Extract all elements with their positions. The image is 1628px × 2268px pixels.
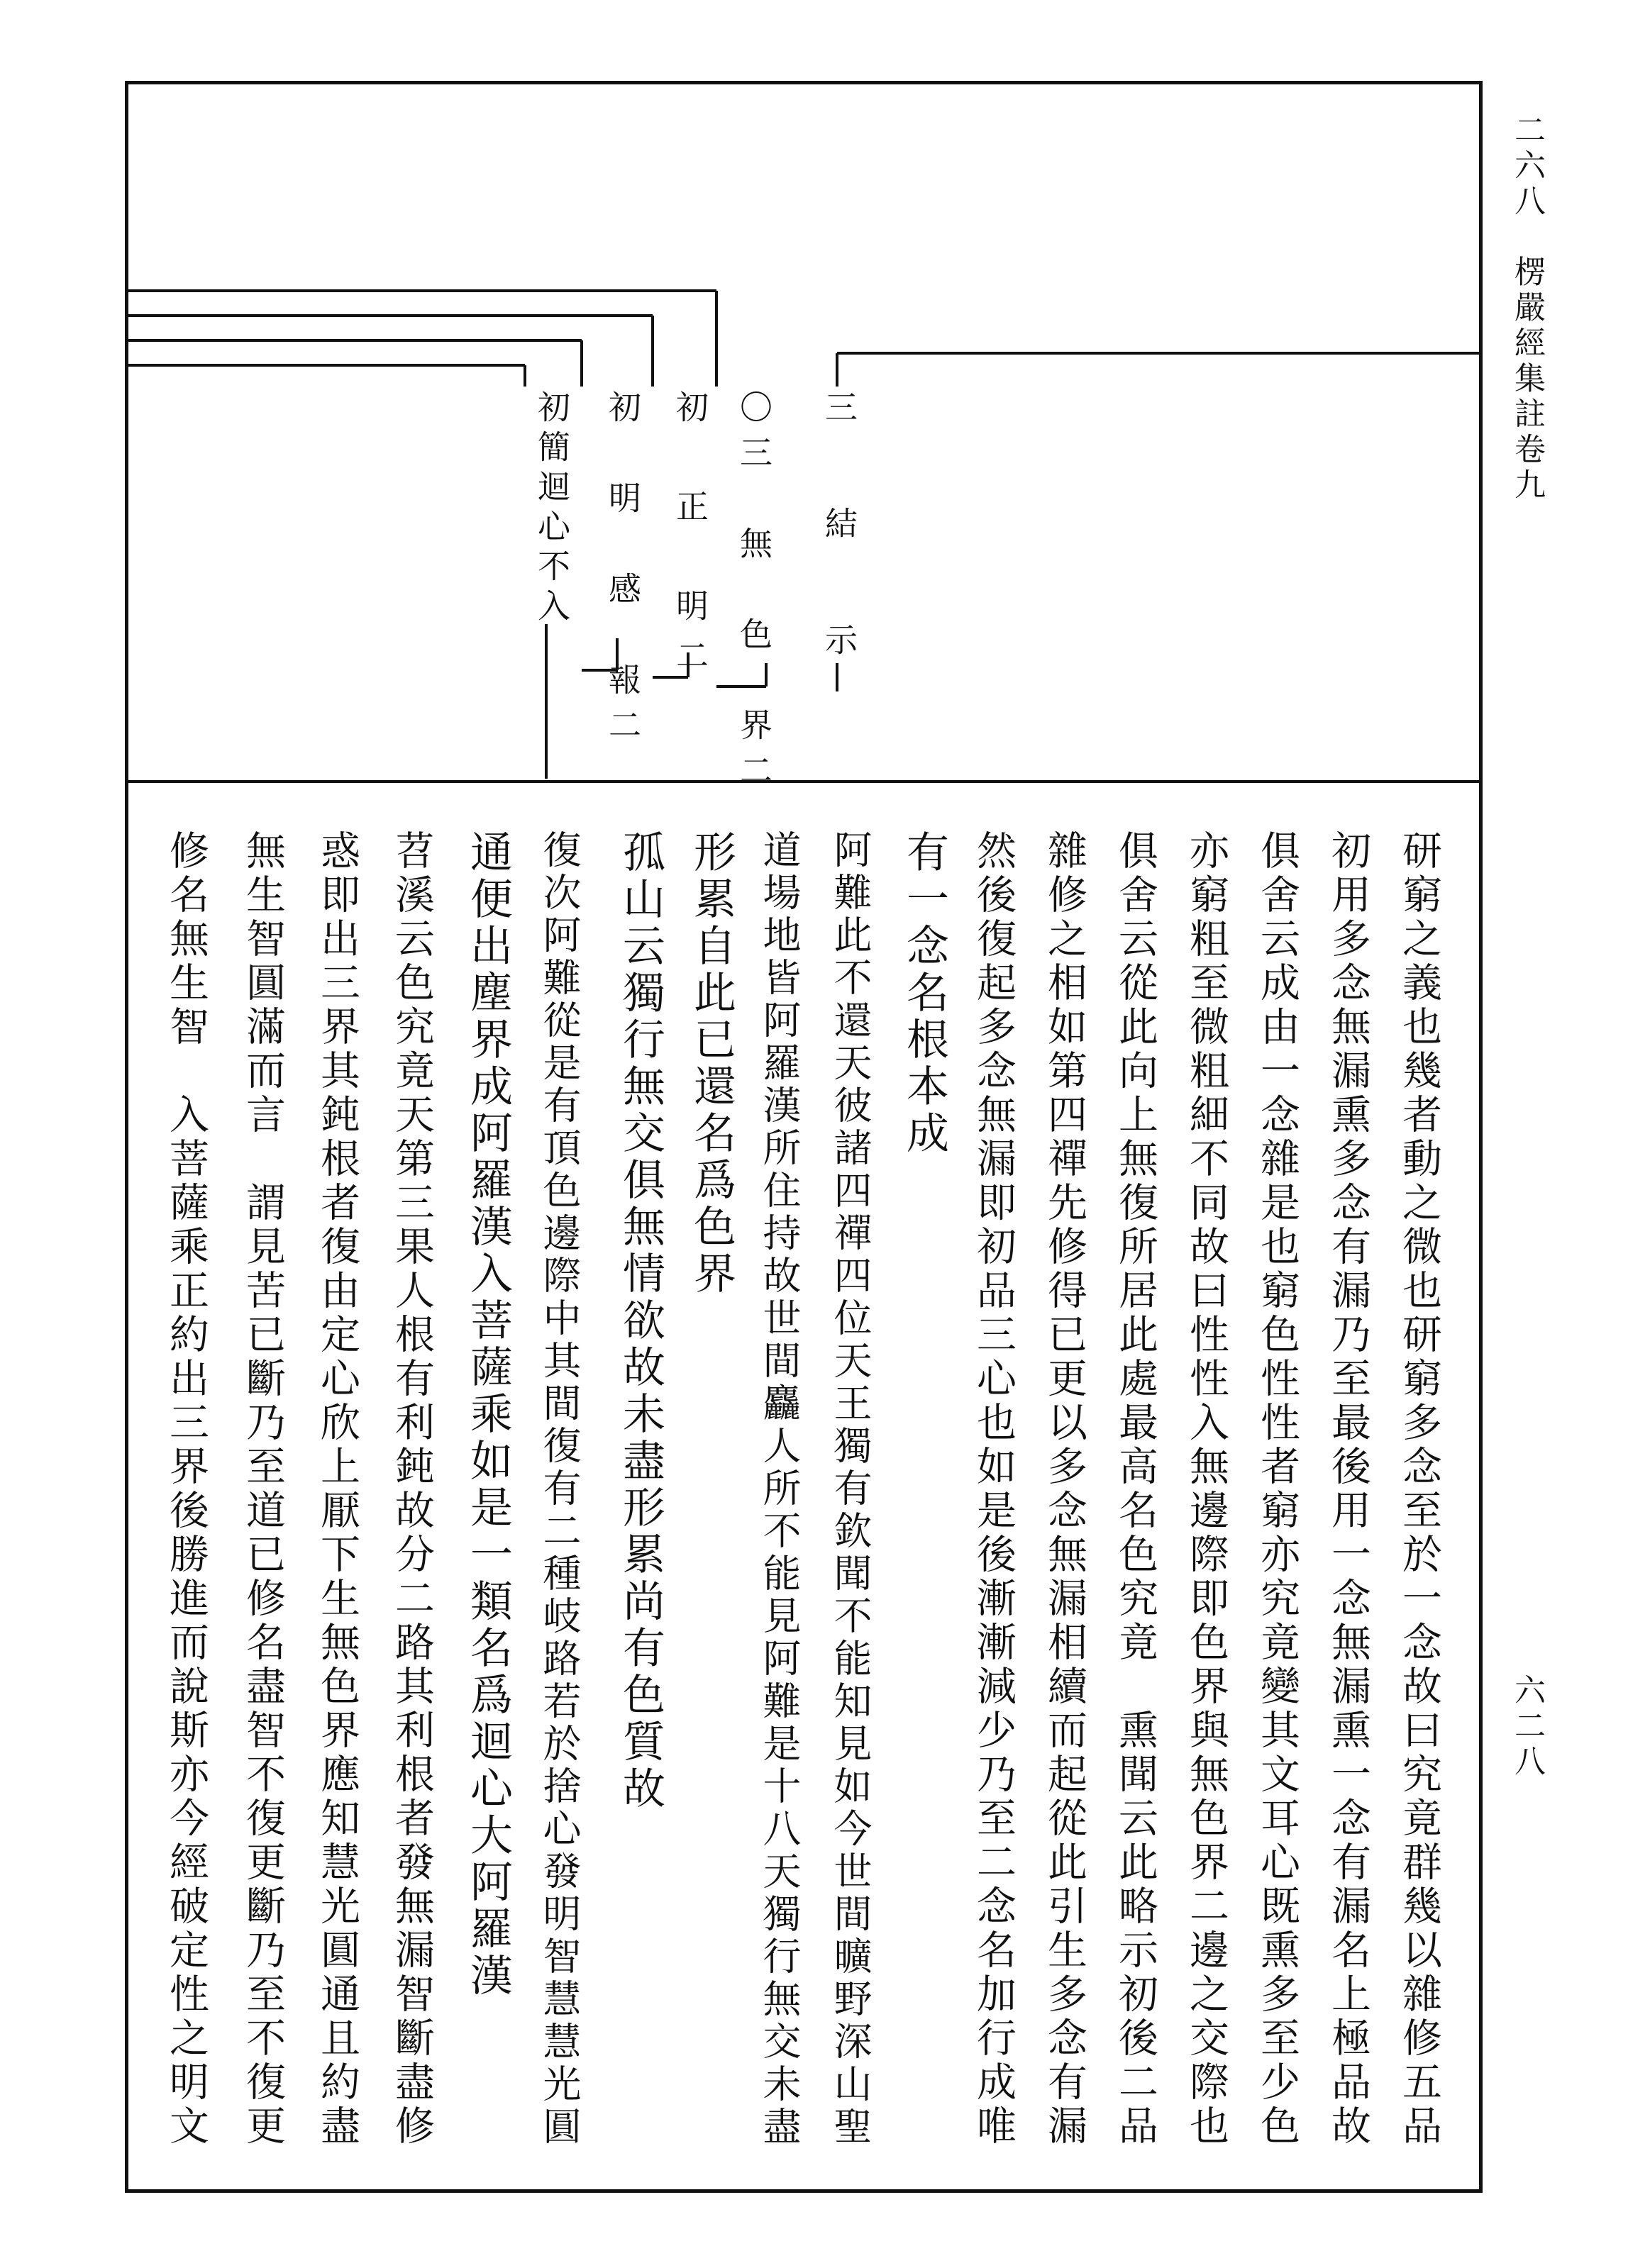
text-line: 亦窮粗至微粗細不同故曰性性入無邊際即色界與無色界二邊之交際也 xyxy=(1183,830,1229,2149)
text-line: 阿難此不還天彼諸四禪四位天王獨有欽聞不能知見如今世間曠野深山聖 xyxy=(828,830,873,2149)
text-line: 初用多念無漏熏多念有漏乃至最後用一念無漏熏一念有漏名上極品故 xyxy=(1325,830,1371,2149)
text-line: 苕溪云色究竟天第三果人根有利鈍故分二路其利根者發無漏智斷盡修 xyxy=(389,830,435,2149)
text-line: 無生智圓滿而言 謂見苦已斷乃至道已修名盡智不復更斷乃至不復更 xyxy=(240,830,286,2149)
text-line: 通便出塵界成阿羅漢入菩薩乘如是一類名爲迴心大阿羅漢 xyxy=(463,830,513,2000)
outline-bracket-lines xyxy=(0,0,1628,780)
outline-item: 三 結 示 xyxy=(820,390,858,681)
outline-item: 初 正 明二 xyxy=(671,390,709,688)
text-line: 孤山云獨行無交俱無情欲故未盡形累尚有色質故 xyxy=(616,830,665,1813)
page-number: 六二八 xyxy=(1509,1674,1545,1780)
text-line: 形累自此已還名爲色界 xyxy=(687,830,736,1298)
text-line: 俱舍云成由一念雜是也窮色性性者窮亦究竟變其文耳心既熏多至少色 xyxy=(1254,830,1300,2149)
outline-item: 初 明 感 報二 xyxy=(604,390,642,753)
running-header: 二六八 楞嚴經集註卷九 xyxy=(1509,113,1545,504)
outline-item: 初簡迴心不入 xyxy=(533,390,571,628)
text-line: 復次阿難從是有頂色邊際中其間復有二種岐路若於捨心發明智慧慧光圓 xyxy=(537,830,582,2149)
text-line: 道場地皆阿羅漢所住持故世間麤人所不能見阿難是十八天獨行無交未盡 xyxy=(757,830,802,2149)
text-line: 惑即出三界其鈍根者復由定心欣上厭下生無色界應知慧光圓通且約盡 xyxy=(314,830,360,2149)
text-line: 修名無生智 入菩薩乘正約出三界後勝進而說斯亦今經破定性之明文 xyxy=(163,830,209,2149)
text-line: 然後復起多念無漏即初品三心也如是後漸漸減少乃至二念名加行成唯 xyxy=(970,830,1017,2149)
text-line: 雜修之相如第四禪先修得已更以多念無漏相續而起從此引生多念有漏 xyxy=(1041,830,1087,2149)
text-line: 研窮之義也幾者動之微也研窮多念至於一念故曰究竟群幾以雜修五品 xyxy=(1396,830,1442,2149)
section-divider xyxy=(125,780,1483,783)
text-line: 有一念名根本成 xyxy=(899,830,949,1157)
text-line: 俱舍云從此向上無復所居此處最高名色究竟 熏聞云此略示初後二品 xyxy=(1112,830,1158,2149)
outline-item: 〇三 無 色 界二 xyxy=(735,390,773,799)
